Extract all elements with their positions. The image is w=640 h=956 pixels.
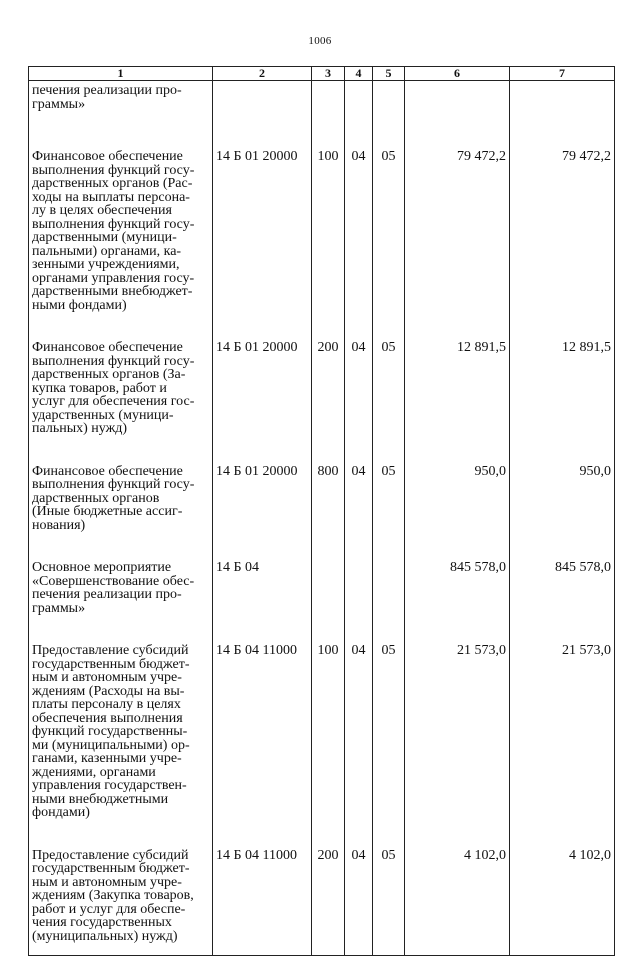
- expense-name-line: государственным бюджет-: [32, 656, 190, 672]
- expense-name-line: Предоставление субсидий: [32, 643, 189, 658]
- amount-2: 845 578,0: [510, 532, 615, 615]
- page-number: 1006: [308, 35, 332, 47]
- expense-name-line: выполнения функций госу-: [32, 353, 195, 369]
- target-code: 14 Б 04 11000: [213, 615, 312, 820]
- expense-name: [29, 312, 213, 436]
- expense-name-line: управления государствен-: [32, 778, 187, 793]
- column-header: 2: [213, 67, 312, 81]
- expense-name: [29, 820, 213, 956]
- expense-name-line: граммы»: [32, 600, 86, 616]
- expense-name-line: услуг для обеспечения гос-: [32, 394, 195, 409]
- amount-1: 4 102,0: [405, 820, 510, 956]
- expense-name-line: ми (муниципальными) ор-: [32, 737, 190, 753]
- expense-name-line: лу в целях обеспечения: [32, 203, 172, 218]
- expense-name-line: Финансовое обеспечение: [32, 463, 183, 479]
- amount-1: 950,0: [405, 436, 510, 533]
- expense-name-line: ждениями, органами: [32, 764, 156, 780]
- expense-name-line: нования): [32, 517, 86, 533]
- expense-name-line: пальными) органами, ка-: [32, 243, 182, 259]
- section-code: 04: [345, 111, 373, 312]
- table-row: [29, 312, 615, 436]
- table-row: [29, 436, 615, 533]
- amount-2: 950,0: [510, 436, 615, 533]
- amount-1: 21 573,0: [405, 615, 510, 820]
- column-number-row: [29, 67, 615, 81]
- table-row: [29, 111, 615, 312]
- expense-name: [29, 81, 213, 112]
- target-code: 14 Б 01 20000: [213, 312, 312, 436]
- expense-name-line: дарственных органов (Рас-: [32, 176, 193, 191]
- table-row: [29, 615, 615, 820]
- expense-name-line: чения государственных: [32, 915, 172, 930]
- subsection-code: 05: [373, 615, 405, 820]
- section-code: [345, 81, 373, 112]
- subsection-code: 05: [373, 436, 405, 533]
- expense-name-line: (муниципальных) нужд): [32, 928, 178, 944]
- expense-name-line: (Иные бюджетные ассиг-: [32, 504, 183, 519]
- expense-name-line: платы персоналу в целях: [32, 697, 181, 712]
- expense-name-line: печения реализации про-: [32, 83, 182, 98]
- section-code: 04: [345, 820, 373, 956]
- expense-name-line: работ и услуг для обеспе-: [32, 901, 186, 917]
- expense-type-code: 800: [312, 436, 345, 533]
- column-header: 3: [312, 67, 345, 81]
- section-code: 04: [345, 615, 373, 820]
- target-code: 14 Б 04 11000: [213, 820, 312, 956]
- expense-name-line: зенными учреждениями,: [32, 257, 180, 272]
- subsection-code: [373, 81, 405, 112]
- expense-name-line: выполнения функций госу-: [32, 477, 195, 492]
- expense-type-code: 200: [312, 312, 345, 436]
- target-code: 14 Б 04: [213, 532, 312, 615]
- expense-name-line: Финансовое обеспечение: [32, 149, 183, 164]
- expense-name-line: «Совершенствование обес-: [32, 573, 195, 589]
- expense-name-line: купка товаров, работ и: [32, 380, 167, 396]
- section-code: 04: [345, 436, 373, 533]
- expense-name-line: граммы»: [32, 96, 86, 112]
- target-code: [213, 81, 312, 112]
- expense-type-code: 100: [312, 615, 345, 820]
- column-header: 4: [345, 67, 373, 81]
- expense-name: [29, 615, 213, 820]
- amount-2: 79 472,2: [510, 111, 615, 312]
- expense-name: [29, 111, 213, 312]
- column-header: 7: [510, 67, 615, 81]
- table-row: [29, 820, 615, 956]
- column-header: 1: [29, 67, 213, 81]
- subsection-code: [373, 532, 405, 615]
- expense-name-line: ударственных (муници-: [32, 407, 174, 423]
- expense-name-line: выполнения функций госу-: [32, 216, 195, 232]
- table-body: [29, 81, 615, 956]
- expense-name-line: дарственных органов (За-: [32, 367, 186, 382]
- expense-name-line: государственным бюджет-: [32, 861, 190, 876]
- column-header: 5: [373, 67, 405, 81]
- amount-2: 21 573,0: [510, 615, 615, 820]
- expense-name-line: печения реализации про-: [32, 587, 182, 602]
- amount-2: [510, 81, 615, 112]
- expense-name-line: фондами): [32, 805, 90, 820]
- subsection-code: 05: [373, 111, 405, 312]
- section-code: 04: [345, 312, 373, 436]
- column-header: 6: [405, 67, 510, 81]
- subsection-code: 05: [373, 820, 405, 956]
- expense-name-line: ходы на выплаты персона-: [32, 189, 190, 205]
- expense-name-line: Предоставление субсидий: [32, 847, 189, 863]
- expense-name-line: ным и автономным учре-: [32, 874, 182, 890]
- amount-1: 12 891,5: [405, 312, 510, 436]
- amount-1: 845 578,0: [405, 532, 510, 615]
- expense-name-line: ждениям (Расходы на вы-: [32, 683, 185, 699]
- amount-2: 12 891,5: [510, 312, 615, 436]
- section-code: [345, 532, 373, 615]
- expense-type-code: [312, 81, 345, 112]
- expense-name-line: выполнения функций госу-: [32, 162, 195, 178]
- expense-name-line: пальных) нужд): [32, 421, 128, 436]
- expense-type-code: 100: [312, 111, 345, 312]
- budget-table: [28, 66, 615, 956]
- table-row: [29, 532, 615, 615]
- subsection-code: 05: [373, 312, 405, 436]
- expense-name-line: дарственными (муници-: [32, 230, 177, 245]
- amount-1: [405, 81, 510, 112]
- expense-type-code: [312, 532, 345, 615]
- expense-name-line: Финансовое обеспечение: [32, 340, 183, 355]
- expense-name-line: функций государственны-: [32, 724, 188, 739]
- expense-name-line: Основное мероприятие: [32, 560, 172, 575]
- expense-name-line: ждениям (Закупка товаров,: [32, 888, 194, 903]
- expense-name-line: обеспечения выполнения: [32, 710, 183, 726]
- expense-name-line: ными внебюджетными: [32, 791, 169, 807]
- expense-name-line: дарственными внебюджет-: [32, 284, 193, 299]
- expense-name-line: органами управления госу-: [32, 270, 195, 286]
- expense-name-line: ганами, казенными учре-: [32, 751, 182, 766]
- expense-name-line: ными фондами): [32, 297, 127, 313]
- amount-1: 79 472,2: [405, 111, 510, 312]
- expense-name: [29, 436, 213, 533]
- table-row: [29, 81, 615, 112]
- expense-name: [29, 532, 213, 615]
- target-code: 14 Б 01 20000: [213, 436, 312, 533]
- expense-name-line: ным и автономным учре-: [32, 670, 182, 685]
- amount-2: 4 102,0: [510, 820, 615, 956]
- expense-name-line: дарственных органов: [32, 490, 160, 506]
- expense-type-code: 200: [312, 820, 345, 956]
- target-code: 14 Б 01 20000: [213, 111, 312, 312]
